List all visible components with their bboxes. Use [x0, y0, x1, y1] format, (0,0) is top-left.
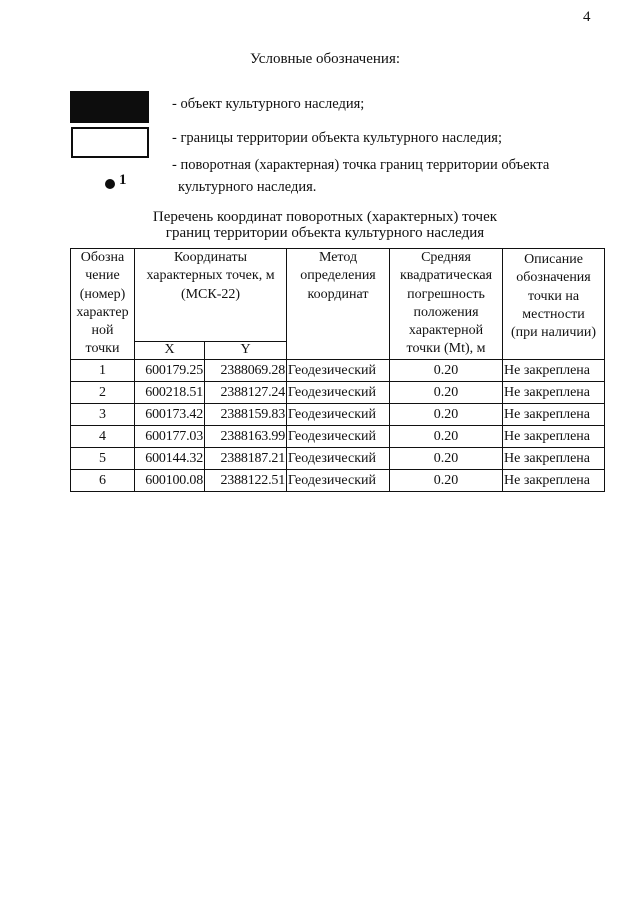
table-header-row	[71, 249, 605, 342]
y-coordinate-cell: 2388187.21	[205, 447, 287, 469]
header-description-line: точки на	[527, 288, 580, 304]
page-number: 4	[583, 9, 591, 25]
header-coordinates-line: характерных точек, м	[146, 268, 275, 284]
header-error-line: положения	[413, 304, 479, 320]
legend-item-heritage-object: - объект культурного наследия;	[172, 96, 365, 112]
header-y: Y	[205, 341, 287, 359]
header-x: X	[135, 341, 205, 359]
error-cell: 0.20	[390, 359, 503, 381]
x-coordinate-cell: 600144.32	[135, 447, 205, 469]
header-point-number-line: точки	[85, 341, 120, 357]
table-title-line-1: Перечень координат поворотных (характерных) точек	[152, 209, 498, 225]
point-number-cell: 6	[71, 469, 135, 491]
turning-point-icon	[105, 179, 115, 189]
method-cell: Геодезический	[287, 359, 390, 381]
table-row	[71, 403, 605, 425]
header-error-line: погрешность	[407, 286, 485, 302]
table-title-line-2: границ территории объекта культурного наследия	[165, 225, 485, 241]
header-point-number-line: ной	[91, 323, 114, 339]
header-description-line: местности	[522, 306, 585, 322]
header-method-line: Метод	[318, 250, 358, 265]
legend-item-territory-boundary: - границы территории объекта культурного наследия;	[172, 130, 502, 146]
header-method	[287, 249, 390, 360]
y-coordinate-cell: 2388122.51	[205, 469, 287, 491]
y-coordinate-cell: 2388163.99	[205, 425, 287, 447]
method-cell: Геодезический	[287, 381, 390, 403]
error-cell: 0.20	[390, 403, 503, 425]
header-error-line: характерной	[408, 323, 484, 339]
error-cell: 0.20	[390, 469, 503, 491]
table-row	[71, 381, 605, 403]
legend-item-turning-point: - поворотная (характерная) точка границ территории объекта	[172, 157, 550, 173]
legend-item-turning-point-cont: культурного наследия.	[178, 179, 317, 195]
header-error-line: Средняя	[421, 250, 471, 265]
method-cell: Геодезический	[287, 403, 390, 425]
y-coordinate-cell: 2388127.24	[205, 381, 287, 403]
header-description-line: Описание	[524, 252, 583, 267]
method-cell: Геодезический	[287, 425, 390, 447]
description-cell: Не закреплена	[503, 403, 605, 425]
header-method-line: координат	[307, 286, 369, 302]
header-description-line: обозначения	[516, 270, 591, 286]
header-point-number-line: (номер)	[79, 286, 126, 302]
header-point-number-line: чение	[85, 268, 120, 284]
point-number-cell: 1	[71, 359, 135, 381]
header-point-number	[71, 249, 135, 360]
description-cell: Не закреплена	[503, 447, 605, 469]
error-cell: 0.20	[390, 447, 503, 469]
header-coordinates-line: Координаты	[174, 250, 247, 265]
table-row	[71, 469, 605, 491]
error-cell: 0.20	[390, 381, 503, 403]
header-error-line: точки (Mt), м	[406, 341, 486, 357]
table-row	[71, 359, 605, 381]
header-description	[503, 249, 605, 360]
header-point-number-line: Обозна	[80, 250, 125, 265]
territory-boundary-swatch	[71, 127, 149, 158]
header-method-line: определения	[300, 268, 376, 284]
x-coordinate-cell: 600218.51	[135, 381, 205, 403]
heritage-object-swatch	[70, 91, 149, 123]
point-number-cell: 5	[71, 447, 135, 469]
point-number-cell: 2	[71, 381, 135, 403]
header-description-line: (при наличии)	[510, 325, 597, 341]
coordinates-table	[70, 248, 605, 492]
header-point-number-line: характер	[76, 304, 129, 320]
table-row	[71, 425, 605, 447]
header-coordinates-line: (МСК-22)	[180, 286, 241, 302]
table-row	[71, 447, 605, 469]
y-coordinate-cell: 2388159.83	[205, 403, 287, 425]
x-coordinate-cell: 600100.08	[135, 469, 205, 491]
description-cell: Не закреплена	[503, 469, 605, 491]
point-number-cell: 4	[71, 425, 135, 447]
x-coordinate-cell: 600173.42	[135, 403, 205, 425]
header-coordinates	[135, 249, 287, 342]
description-cell: Не закреплена	[503, 381, 605, 403]
header-error	[390, 249, 503, 360]
description-cell: Не закреплена	[503, 359, 605, 381]
x-coordinate-cell: 600179.25	[135, 359, 205, 381]
point-number-cell: 3	[71, 403, 135, 425]
header-error-line: квадратическая	[399, 268, 493, 284]
description-cell: Не закреплена	[503, 425, 605, 447]
error-cell: 0.20	[390, 425, 503, 447]
legend-title: Условные обозначения:	[249, 51, 401, 67]
x-coordinate-cell: 600177.03	[135, 425, 205, 447]
y-coordinate-cell: 2388069.28	[205, 359, 287, 381]
method-cell: Геодезический	[287, 469, 390, 491]
table-body	[71, 359, 605, 491]
turning-point-label: 1	[119, 172, 127, 188]
method-cell: Геодезический	[287, 447, 390, 469]
